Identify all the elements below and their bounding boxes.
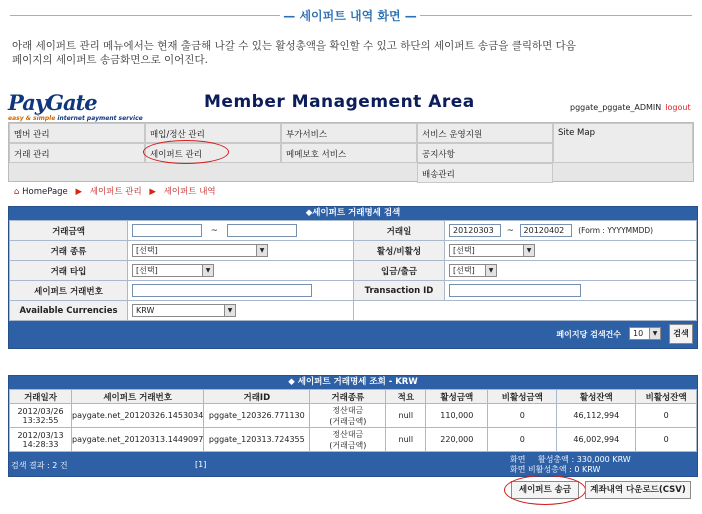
- pagination[interactable]: [1]: [195, 460, 207, 469]
- cell-date: 2012/03/13 14:28:33: [10, 428, 72, 452]
- active-label: 활성/비활성: [354, 241, 445, 261]
- user-info: [570, 103, 691, 112]
- cell-active-amount: 220,000: [426, 428, 488, 452]
- cell-inactive-balance: 0: [636, 428, 697, 452]
- title-divider-left: [10, 15, 280, 16]
- amount-max-input[interactable]: [227, 224, 297, 237]
- main-menu: [8, 122, 694, 182]
- breadcrumb: [14, 185, 216, 197]
- search-panel: [8, 206, 698, 349]
- breadcrumb-level2: 세이퍼트 내역: [163, 187, 216, 197]
- logo-tagline: easy & simple internet payment service: [8, 115, 143, 122]
- search-bar: [9, 321, 697, 348]
- amount-label: 거래금액: [10, 221, 128, 241]
- results-footer: [9, 452, 697, 476]
- txid-input[interactable]: [449, 284, 581, 297]
- chevron-down-icon: ▼: [202, 265, 213, 276]
- inactive-total: 화면 비활성총액 : 0 KRW: [510, 465, 601, 474]
- seyfert-no-label: 세이퍼트 거래번호: [10, 281, 128, 301]
- active-select[interactable]: [선택] ▼: [449, 244, 535, 257]
- user-name: pggate_pggate_ADMIN: [570, 103, 662, 112]
- amount-range: [128, 221, 354, 241]
- result-count: 검색 결과 : 2 건: [11, 461, 68, 470]
- menu-item-transactions[interactable]: 거래 관리: [9, 143, 145, 163]
- col-header: 거래일자: [10, 390, 72, 404]
- results-header-row: [10, 390, 697, 404]
- cell-type: 정산대금 (거래금액): [310, 428, 386, 452]
- cell-memo: null: [386, 428, 426, 452]
- search-panel-title: ◆세이퍼트 거래명세 검색: [305, 208, 401, 218]
- home-icon: ⌂: [14, 187, 20, 197]
- menu-item-protection[interactable]: 메메보호 서비스: [281, 143, 417, 163]
- per-page-select[interactable]: 10 ▼: [629, 327, 661, 340]
- tx-type-label: 거래 타입: [10, 261, 128, 281]
- menu-item-addon[interactable]: 부가서비스: [281, 123, 417, 143]
- menu-item-settlement[interactable]: 매입/정산 관리: [145, 123, 281, 143]
- date-label: 거래일: [354, 221, 445, 241]
- cell-active-balance: 46,002,994: [557, 428, 636, 452]
- active-total: 활성총액 : 330,000 KRW: [538, 455, 631, 464]
- date-to-input[interactable]: 20120402: [520, 224, 572, 237]
- cell-inactive-amount: 0: [488, 428, 557, 452]
- date-range: [445, 221, 697, 241]
- col-header: 비활성금액: [488, 390, 557, 404]
- results-panel: [8, 375, 698, 477]
- table-row[interactable]: [10, 404, 697, 428]
- date-from-input[interactable]: 20120303: [449, 224, 501, 237]
- menu-item-sitemap[interactable]: Site Map: [553, 123, 693, 163]
- menu-item-seyfert[interactable]: 세이퍼트 관리: [145, 143, 281, 163]
- highlight-circle: [143, 140, 229, 164]
- title-divider-right: [420, 15, 692, 16]
- cell-active-amount: 110,000: [426, 404, 488, 428]
- col-header: 비활성잔액: [636, 390, 697, 404]
- menu-item-ops[interactable]: 서비스 운영지원: [417, 123, 553, 143]
- col-header: 활성금액: [426, 390, 488, 404]
- inout-label: 입금/출금: [354, 261, 445, 281]
- type-select[interactable]: [선택] ▼: [132, 244, 268, 257]
- description-line: 페이지의 세이퍼트 송금화면으로 이어진다.: [12, 54, 208, 66]
- breadcrumb-level1[interactable]: 세이퍼트 관리: [89, 187, 142, 197]
- download-csv-button[interactable]: 계좌내역 다운로드(CSV): [585, 481, 691, 499]
- screenshot-frame: [8, 84, 698, 504]
- date-format-hint: (Form : YYYYMMDD): [578, 226, 654, 235]
- menu-item-member[interactable]: 멤버 관리: [9, 123, 145, 143]
- cell-seyfert-no: paygate.net_20120326.1453034: [72, 404, 204, 428]
- col-header: 적요: [386, 390, 426, 404]
- page-description: [12, 39, 702, 67]
- seyfert-no-input[interactable]: [132, 284, 312, 297]
- chevron-down-icon: ▼: [485, 265, 496, 276]
- tx-type-select[interactable]: [선택] ▼: [132, 264, 214, 277]
- results-panel-title: ◆ 세이퍼트 거래명세 조회 - KRW: [288, 377, 418, 387]
- cell-inactive-amount: 0: [488, 404, 557, 428]
- page-title-row: [0, 6, 702, 24]
- cell-active-balance: 46,112,994: [557, 404, 636, 428]
- col-header: 거래종류: [310, 390, 386, 404]
- breadcrumb-arrow-icon: ▶: [149, 187, 156, 197]
- currency-select[interactable]: KRW ▼: [132, 304, 236, 317]
- screen-label: 화면: [510, 455, 526, 464]
- currencies-label: Available Currencies: [10, 301, 128, 321]
- per-page-label: 페이지당 검색건수: [556, 330, 621, 339]
- cell-memo: null: [386, 404, 426, 428]
- cell-date: 2012/03/26 13:32:55: [10, 404, 72, 428]
- menu-item-notice[interactable]: 공지사항: [417, 143, 553, 163]
- cell-seyfert-no: paygate.net_20120313.1449097: [72, 428, 204, 452]
- seyfert-send-button[interactable]: 세이퍼트 송금: [511, 481, 579, 499]
- range-separator: ~: [210, 226, 218, 236]
- range-separator: ~: [506, 226, 514, 236]
- col-header: 세이퍼트 거래번호: [72, 390, 204, 404]
- search-form: [9, 220, 697, 321]
- cell-txid: pggate_120313.724355: [204, 428, 310, 452]
- logout-link[interactable]: logout: [665, 103, 691, 112]
- chevron-down-icon: ▼: [649, 328, 660, 339]
- paygate-logo[interactable]: [8, 90, 143, 122]
- results-table: [9, 389, 697, 452]
- col-header: 거래ID: [204, 390, 310, 404]
- amount-min-input[interactable]: [132, 224, 202, 237]
- chevron-down-icon: ▼: [256, 245, 267, 256]
- inout-select[interactable]: [선택] ▼: [449, 264, 497, 277]
- type-label: 거래 종류: [10, 241, 128, 261]
- chevron-down-icon: ▼: [224, 305, 235, 316]
- cell-inactive-balance: 0: [636, 404, 697, 428]
- highlight-circle: [504, 475, 586, 505]
- table-row[interactable]: [10, 428, 697, 452]
- breadcrumb-arrow-icon: ▶: [75, 187, 83, 197]
- breadcrumb-home[interactable]: HomePage: [22, 187, 68, 197]
- menu-item-shipping[interactable]: 배송관리: [417, 163, 553, 183]
- page-title: — 세이퍼트 내역 화면 —: [283, 9, 417, 23]
- description-line: 아래 세이퍼트 관리 메뉴에서는 현재 출금해 나갈 수 있는 활성총액을 확인할 수 있고 하단의 세이퍼트 송금을 클릭하면 다음: [12, 40, 576, 52]
- logo-name: PayGate: [8, 90, 97, 115]
- txid-label: Transaction ID: [354, 281, 445, 301]
- header-title: Member Management Area: [204, 92, 475, 112]
- search-button[interactable]: 검색: [669, 324, 693, 344]
- cell-type: 정산대금 (거래금액): [310, 404, 386, 428]
- cell-txid: pggate_120326.771130: [204, 404, 310, 428]
- empty-cell: [354, 301, 697, 321]
- col-header: 활성잔액: [557, 390, 636, 404]
- chevron-down-icon: ▼: [523, 245, 534, 256]
